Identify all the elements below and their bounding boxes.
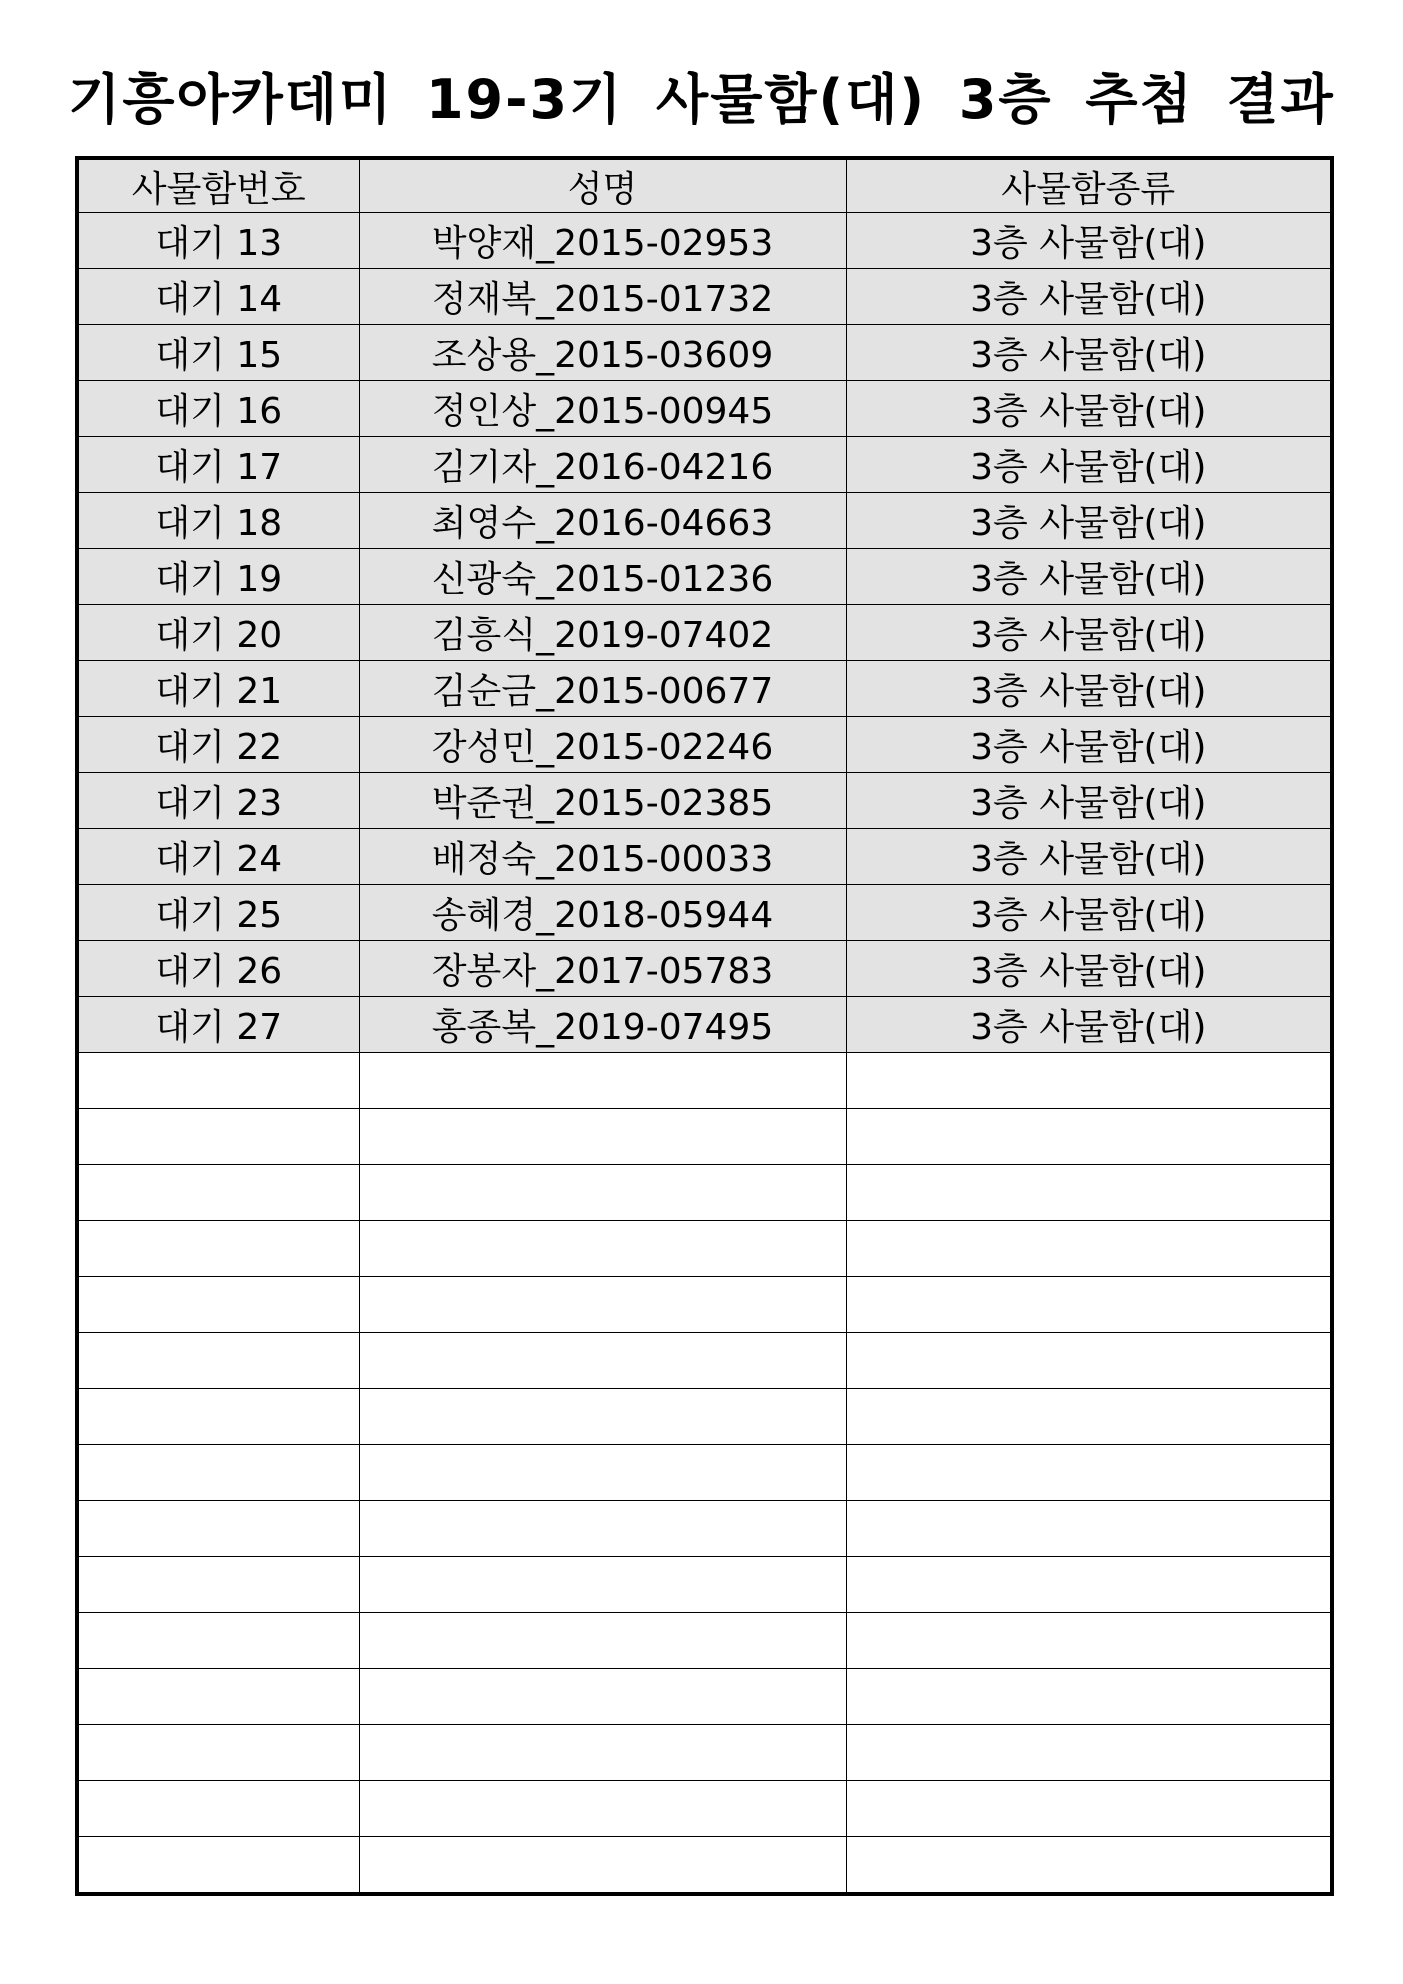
empty-locker-number-cell: [77, 1109, 359, 1165]
locker-result-table: [75, 156, 1334, 1896]
empty-name-cell: [359, 1165, 846, 1221]
empty-locker-number-cell: [77, 1725, 359, 1781]
empty-locker-type-cell: [846, 1221, 1332, 1277]
empty-table-row: [77, 1725, 1332, 1781]
empty-name-cell: [359, 1725, 846, 1781]
locker-number-cell: 대기 23: [77, 773, 359, 829]
empty-locker-number-cell: [77, 1165, 359, 1221]
locker-type-cell: 3층 사물함(대): [846, 437, 1332, 493]
name-cell: 배정숙_2015-00033: [359, 829, 846, 885]
locker-type-cell: 3층 사물함(대): [846, 885, 1332, 941]
empty-table-row: [77, 1221, 1332, 1277]
table-header-row: [77, 158, 1332, 213]
table-row: [77, 269, 1332, 325]
empty-locker-type-cell: [846, 1445, 1332, 1501]
table-row: [77, 605, 1332, 661]
locker-number-cell: 대기 22: [77, 717, 359, 773]
locker-type-cell: 3층 사물함(대): [846, 325, 1332, 381]
locker-number-cell: 대기 18: [77, 493, 359, 549]
locker-type-cell: 3층 사물함(대): [846, 997, 1332, 1053]
name-cell: 송혜경_2018-05944: [359, 885, 846, 941]
empty-locker-type-cell: [846, 1109, 1332, 1165]
locker-type-cell: 3층 사물함(대): [846, 773, 1332, 829]
empty-table-row: [77, 1109, 1332, 1165]
table-row: [77, 997, 1332, 1053]
locker-type-cell: 3층 사물함(대): [846, 213, 1332, 269]
name-cell: 홍종복_2019-07495: [359, 997, 846, 1053]
table-row: [77, 885, 1332, 941]
locker-type-cell: 3층 사물함(대): [846, 493, 1332, 549]
empty-table-row: [77, 1389, 1332, 1445]
empty-name-cell: [359, 1277, 846, 1333]
empty-table-row: [77, 1669, 1332, 1725]
table-row: [77, 829, 1332, 885]
empty-locker-type-cell: [846, 1053, 1332, 1109]
empty-locker-type-cell: [846, 1837, 1332, 1895]
locker-number-cell: 대기 14: [77, 269, 359, 325]
empty-locker-type-cell: [846, 1781, 1332, 1837]
empty-table-row: [77, 1165, 1332, 1221]
empty-locker-type-cell: [846, 1165, 1332, 1221]
empty-locker-number-cell: [77, 1837, 359, 1895]
empty-locker-type-cell: [846, 1725, 1332, 1781]
empty-locker-number-cell: [77, 1333, 359, 1389]
empty-name-cell: [359, 1109, 846, 1165]
locker-number-cell: 대기 20: [77, 605, 359, 661]
locker-number-cell: 대기 13: [77, 213, 359, 269]
name-cell: 최영수_2016-04663: [359, 493, 846, 549]
column-header-name: 성명: [359, 158, 846, 213]
empty-table-row: [77, 1053, 1332, 1109]
empty-table-row: [77, 1501, 1332, 1557]
empty-table-row: [77, 1781, 1332, 1837]
empty-name-cell: [359, 1669, 846, 1725]
column-header-locker-number: 사물함번호: [77, 158, 359, 213]
locker-type-cell: 3층 사물함(대): [846, 381, 1332, 437]
locker-type-cell: 3층 사물함(대): [846, 717, 1332, 773]
locker-number-cell: 대기 25: [77, 885, 359, 941]
table-body: [77, 213, 1332, 1895]
table-row: [77, 381, 1332, 437]
name-cell: 정재복_2015-01732: [359, 269, 846, 325]
name-cell: 박양재_2015-02953: [359, 213, 846, 269]
empty-name-cell: [359, 1333, 846, 1389]
name-cell: 강성민_2015-02246: [359, 717, 846, 773]
column-header-locker-type: 사물함종류: [846, 158, 1332, 213]
locker-type-cell: 3층 사물함(대): [846, 605, 1332, 661]
empty-name-cell: [359, 1613, 846, 1669]
empty-name-cell: [359, 1837, 846, 1895]
empty-locker-number-cell: [77, 1389, 359, 1445]
locker-number-cell: 대기 24: [77, 829, 359, 885]
empty-locker-number-cell: [77, 1557, 359, 1613]
name-cell: 신광숙_2015-01236: [359, 549, 846, 605]
empty-table-row: [77, 1445, 1332, 1501]
empty-locker-number-cell: [77, 1053, 359, 1109]
name-cell: 김순금_2015-00677: [359, 661, 846, 717]
empty-locker-type-cell: [846, 1613, 1332, 1669]
empty-name-cell: [359, 1445, 846, 1501]
empty-locker-number-cell: [77, 1669, 359, 1725]
empty-name-cell: [359, 1389, 846, 1445]
empty-name-cell: [359, 1053, 846, 1109]
table-row: [77, 213, 1332, 269]
locker-type-cell: 3층 사물함(대): [846, 269, 1332, 325]
empty-locker-number-cell: [77, 1501, 359, 1557]
empty-table-row: [77, 1837, 1332, 1895]
empty-locker-type-cell: [846, 1389, 1332, 1445]
empty-locker-type-cell: [846, 1501, 1332, 1557]
locker-number-cell: 대기 27: [77, 997, 359, 1053]
table-row: [77, 941, 1332, 997]
table-row: [77, 325, 1332, 381]
empty-locker-type-cell: [846, 1333, 1332, 1389]
locker-number-cell: 대기 15: [77, 325, 359, 381]
table-row: [77, 493, 1332, 549]
empty-locker-number-cell: [77, 1613, 359, 1669]
empty-table-row: [77, 1333, 1332, 1389]
locker-number-cell: 대기 21: [77, 661, 359, 717]
table-row: [77, 773, 1332, 829]
table-row: [77, 549, 1332, 605]
empty-locker-type-cell: [846, 1557, 1332, 1613]
empty-table-row: [77, 1277, 1332, 1333]
empty-name-cell: [359, 1781, 846, 1837]
table-row: [77, 437, 1332, 493]
name-cell: 정인상_2015-00945: [359, 381, 846, 437]
name-cell: 김기자_2016-04216: [359, 437, 846, 493]
page-title: 기흥아카데미 19-3기 사물함(대) 3층 추첨 결과: [68, 68, 1335, 131]
table-row: [77, 717, 1332, 773]
locker-number-cell: 대기 26: [77, 941, 359, 997]
table-row: [77, 661, 1332, 717]
empty-table-row: [77, 1557, 1332, 1613]
empty-locker-type-cell: [846, 1669, 1332, 1725]
locker-number-cell: 대기 17: [77, 437, 359, 493]
name-cell: 김흥식_2019-07402: [359, 605, 846, 661]
empty-locker-number-cell: [77, 1781, 359, 1837]
empty-locker-number-cell: [77, 1277, 359, 1333]
name-cell: 조상용_2015-03609: [359, 325, 846, 381]
locker-number-cell: 대기 19: [77, 549, 359, 605]
empty-locker-number-cell: [77, 1221, 359, 1277]
name-cell: 박준권_2015-02385: [359, 773, 846, 829]
empty-name-cell: [359, 1221, 846, 1277]
empty-name-cell: [359, 1501, 846, 1557]
empty-name-cell: [359, 1557, 846, 1613]
locker-type-cell: 3층 사물함(대): [846, 661, 1332, 717]
locker-type-cell: 3층 사물함(대): [846, 829, 1332, 885]
name-cell: 장봉자_2017-05783: [359, 941, 846, 997]
empty-locker-number-cell: [77, 1445, 359, 1501]
empty-table-row: [77, 1613, 1332, 1669]
locker-number-cell: 대기 16: [77, 381, 359, 437]
locker-type-cell: 3층 사물함(대): [846, 549, 1332, 605]
empty-locker-type-cell: [846, 1277, 1332, 1333]
locker-type-cell: 3층 사물함(대): [846, 941, 1332, 997]
